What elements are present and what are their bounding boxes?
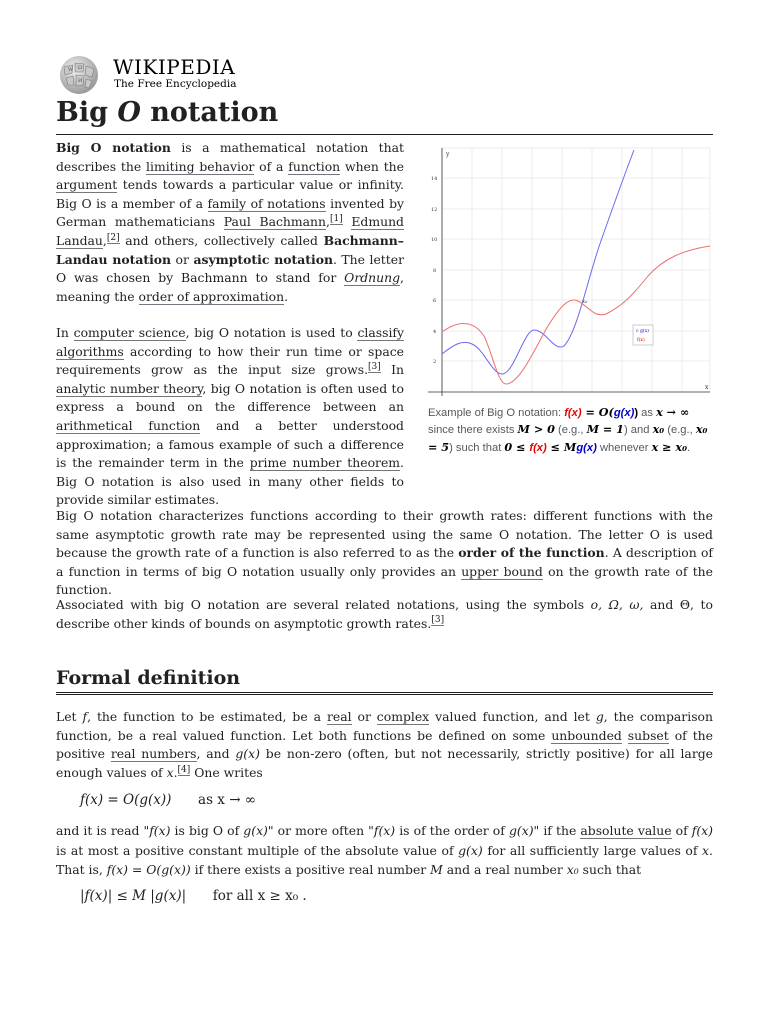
link-absolute-value[interactable]: absolute value xyxy=(580,823,672,838)
y-tick: 6 xyxy=(433,298,437,304)
link-family-of-notations[interactable]: family of notations xyxy=(207,195,326,211)
link-upper-bound[interactable]: upper bound xyxy=(461,563,543,579)
y-tick: 12 xyxy=(431,207,438,213)
intro-paragraph-2: In computer science, big O notation is used to classify algorithms according to how their run time or space requirements grow as the input size grows.[3] In analytic number theory, big O notation is often used to express a bound on the difference between an arithmetical function and a better understood approximation; a famous example of such a difference is the remainder term in the prime number theorem. Big O notation is also used in many other fields to provide similar estimates. xyxy=(56,325,404,508)
ref-3b[interactable]: [3] xyxy=(431,615,445,626)
wikipedia-globe-icon[interactable] xyxy=(56,55,102,95)
link-order-of-approximation[interactable]: order of approximation xyxy=(138,288,285,304)
y-tick: 2 xyxy=(433,359,437,365)
link-subset[interactable]: subset xyxy=(627,727,669,743)
intro-paragraph-3: Big O notation characterizes functions according to their growth rates: different functions with the same asymptotic growth rate may be represented using the same O notation. The letter O is used because the growth rate of a function is also referred to as the order of the function. A description of a function in terms of big O notation usually only provides an upper bound on the growth rate of the function. xyxy=(56,508,713,598)
intro-paragraph-4: Associated with big O notation are several related notations, using the symbols o, Ω, ω, and Θ, to describe other kinds of bounds on asymptotic growth rates.[3] xyxy=(56,597,713,631)
figure-caption: Example of Big O notation: f(x) = O(g(x)) as x → ∞ since there exists M > 0 (e.g., M = 1) and x₀ (e.g., x₀ = 5) such that 0 ≤ f(x) ≤ Mg(x) whenever x ≥ x₀. xyxy=(428,405,708,454)
page-title: Big O notation xyxy=(56,96,713,135)
equation-2: |f(x)| ≤ M |g(x)| for all x ≥ x₀ . xyxy=(80,888,307,904)
x0-label: x₀ xyxy=(582,299,588,305)
svg-text:W: W xyxy=(68,67,74,73)
ref-3[interactable]: [3] xyxy=(368,362,381,373)
svg-text:Ω: Ω xyxy=(78,65,83,71)
formal-paragraph-2: and it is read "f(x) is big O of g(x)" or more often "f(x) is of the order of g(x)" if the absolute value of f(x) is at most a positive constant multiple of the absolute value of g(x) for all sufficiently large values of x. That is, f(x) = O(g(x)) if there exists a positive real number M and a real number x₀ such that xyxy=(56,823,714,878)
wikipedia-wordmark[interactable]: WIKIPEDIA xyxy=(113,55,236,79)
formal-definition-heading: Formal definition xyxy=(56,667,241,689)
link-unbounded[interactable]: unbounded xyxy=(551,727,622,743)
section-formal-definition xyxy=(56,667,713,695)
link-edmund-landau[interactable]: Edmund Landau xyxy=(56,214,404,248)
link-computer-science[interactable]: computer science xyxy=(73,325,186,340)
link-ordnung[interactable]: Ordnung xyxy=(344,270,401,286)
big-o-figure xyxy=(428,146,712,456)
svg-text:И: И xyxy=(78,78,83,84)
ref-2[interactable]: [2] xyxy=(106,232,120,243)
link-paul-bachmann[interactable]: Paul Bachmann xyxy=(223,214,326,230)
link-arithmetical-function[interactable]: arithmetical function xyxy=(56,417,201,433)
legend-f: f(x) xyxy=(637,338,645,343)
link-limiting-behavior[interactable]: limiting behavior xyxy=(146,158,255,174)
link-complex[interactable]: complex xyxy=(376,709,430,724)
y-tick: 8 xyxy=(433,268,437,274)
link-classify-algorithms[interactable]: classify algorithms xyxy=(56,325,404,359)
wikipedia-tagline: The Free Encyclopedia xyxy=(114,78,237,90)
y-axis-label: y xyxy=(446,151,450,158)
equation-1: f(x) = O(g(x)) as x → ∞ xyxy=(80,792,257,808)
big-o-graph[interactable] xyxy=(428,146,712,398)
link-prime-number-theorem[interactable]: prime number theorem xyxy=(249,455,401,471)
link-real[interactable]: real xyxy=(326,709,352,724)
link-real-numbers[interactable]: real numbers xyxy=(110,746,197,762)
formal-paragraph-1: Let f, the function to be estimated, be a real or complex valued function, and let g, the comparison function, be a real valued function. Let both functions be defined on some unbounded subset of the positive real numbers, and g(x) be non-zero (often, but not necessarily, strictly positive) for all large enough values of x.[4] One writes xyxy=(56,709,714,780)
x-axis-label: x xyxy=(705,384,709,391)
y-tick: 4 xyxy=(433,329,437,335)
link-argument[interactable]: argument xyxy=(56,177,118,193)
y-tick: 14 xyxy=(431,176,438,182)
legend-cg: c g(x) xyxy=(636,329,649,334)
link-analytic-number-theory[interactable]: analytic number theory xyxy=(56,380,203,396)
ref-4[interactable]: [4] xyxy=(177,764,191,775)
y-tick: 10 xyxy=(431,237,438,243)
ref-1[interactable]: [1] xyxy=(329,214,343,225)
link-function[interactable]: function xyxy=(288,158,341,174)
intro-paragraph-1: Big O notation is a mathematical notation that describes the limiting behavior of a function when the argument tends towards a particular value or infinity. Big O is a member of a family of notations invented by German mathematicians Paul Bachmann,[1] Edmund Landau,[2] and others, collectively called Bachmann–Landau notation or asymptotic notation. The letter O was chosen by Bachmann to stand for Ordnung, meaning the order of approximation. xyxy=(56,140,405,304)
